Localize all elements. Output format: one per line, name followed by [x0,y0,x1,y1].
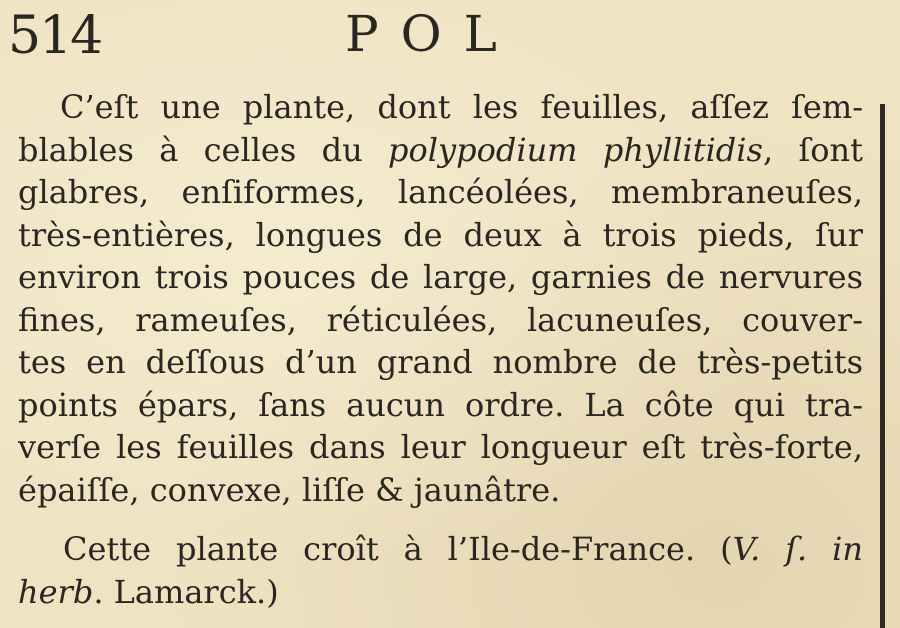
citation-abbrev: V. ſ. in [732,530,863,568]
text-line [18,129,863,172]
text-line: très-entières, longues de deux à trois pieds, ſur [18,215,863,254]
text-line [18,528,863,571]
text-line [18,571,863,614]
text-segment: , ſont [762,130,863,169]
text-line: glabres, enſiformes, lancéolées, membraneuſes, [18,173,863,211]
paragraph-gap [18,511,863,528]
text-segment: . Lamarck.) [93,572,279,611]
text-line: verſe les feuilles dans leur longueur eſt très-forte, [18,428,863,466]
running-head: POL [345,5,519,63]
citation-abbrev: herb [18,572,94,611]
text-segment: blables à celles du [18,130,363,169]
text-line: environ trois pouces de large, garnies de nervures [18,258,863,296]
text-line: fines, rameuſes, réticulées, lacuneuſes, couver- [18,300,863,339]
right-margin-rule [880,104,885,628]
text-line: C’eſt une plante, dont les feuilles, aſſez ſem- [60,88,863,126]
page-number: 514 [8,6,102,66]
text-line: points épars, ſans aucun ordre. La côte qui tra- [18,385,863,424]
text-line: tes en deſſous d’un grand nombre de très-petits [18,343,863,381]
body-text [18,86,863,613]
text-segment: Cette plante croît à l’Ile-de-France. ( [63,530,733,568]
species-name: polypodium phyllitidis [388,130,763,169]
text-line: épaiſſe, convexe, liſſe & jaunâtre. [18,470,561,509]
